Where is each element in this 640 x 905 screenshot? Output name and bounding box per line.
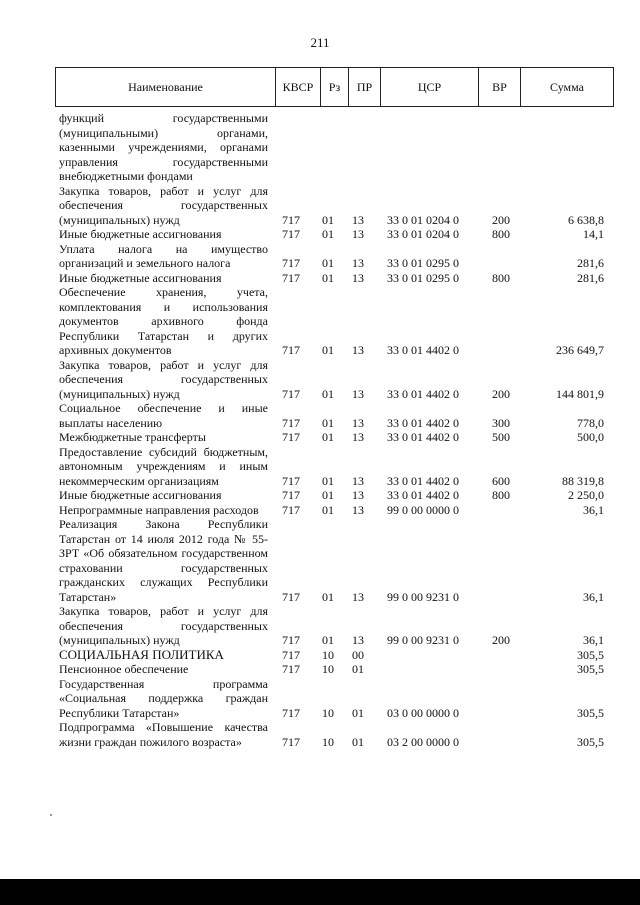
row-name: Иные бюджетные ассигнования bbox=[59, 488, 222, 502]
row-rz: 01 bbox=[322, 488, 334, 502]
header-name: Наименование bbox=[128, 79, 203, 94]
row-sum: 36,1 bbox=[583, 589, 604, 604]
row-rz: 01 bbox=[322, 430, 334, 444]
row-name: Государственная программа «Социальная поддержка граждан Республики Татарстан» bbox=[59, 676, 268, 720]
row-kvsr: 717 bbox=[282, 633, 300, 647]
row-csr: 99 0 00 0000 0 bbox=[387, 502, 459, 517]
row-rz: 01 bbox=[322, 589, 334, 604]
row-kvsr: 717 bbox=[282, 488, 300, 502]
table-row bbox=[59, 445, 604, 489]
table-row bbox=[59, 111, 604, 184]
row-kvsr: 717 bbox=[282, 386, 300, 401]
row-name: Закупка товаров, работ и услуг для обеспечения государственных (муниципальных) нужд bbox=[59, 357, 268, 401]
row-kvsr: 717 bbox=[282, 705, 300, 720]
row-name: Реализация Закона Республики Татарстан от 14 июля 2012 года № 55-ЗРТ «Об обязательном государственном страховании государственных гражданских служащих Республики Татарстан» bbox=[59, 517, 268, 604]
row-kvsr: 717 bbox=[282, 415, 300, 430]
row-rz: 01 bbox=[322, 270, 334, 285]
row-rz: 01 bbox=[322, 415, 334, 430]
row-pr: 01 bbox=[352, 734, 364, 749]
row-vr: 200 bbox=[492, 633, 510, 647]
row-pr: 01 bbox=[352, 705, 364, 720]
row-csr: 33 0 01 0204 0 bbox=[387, 212, 459, 227]
row-csr: 33 0 01 4402 0 bbox=[387, 386, 459, 401]
row-name: Непрограммные направления расходов bbox=[59, 502, 259, 517]
row-name: Обеспечение хранения, учета, комплектования и использования документов архивного фонда Республики Татарстан и других архивных документов bbox=[59, 285, 268, 357]
table-row bbox=[59, 720, 604, 749]
row-pr: 13 bbox=[352, 633, 364, 647]
table-row bbox=[59, 488, 604, 503]
row-kvsr: 717 bbox=[282, 227, 300, 241]
row-vr: 800 bbox=[492, 227, 510, 241]
header-kvsr: КВСР bbox=[275, 68, 320, 106]
row-sum: 500,0 bbox=[577, 430, 604, 444]
row-sum: 305,5 bbox=[577, 662, 604, 676]
row-sum: 14,1 bbox=[583, 227, 604, 241]
row-sum: 36,1 bbox=[583, 633, 604, 647]
row-rz: 10 bbox=[322, 662, 334, 676]
row-csr: 33 0 01 4402 0 bbox=[387, 430, 459, 444]
table-row bbox=[59, 662, 604, 677]
row-sum: 778,0 bbox=[577, 415, 604, 430]
page-number: 211 bbox=[310, 35, 330, 50]
row-pr: 13 bbox=[352, 430, 364, 444]
row-vr: 300 bbox=[492, 415, 510, 430]
row-csr: 33 0 01 0295 0 bbox=[387, 256, 459, 270]
table-row bbox=[59, 285, 604, 358]
row-pr: 13 bbox=[352, 270, 364, 285]
row-pr: 13 bbox=[352, 488, 364, 502]
row-name: СОЦИАЛЬНАЯ ПОЛИТИКА bbox=[59, 646, 224, 662]
table-row bbox=[59, 677, 604, 721]
table-row bbox=[59, 242, 604, 271]
row-vr: 500 bbox=[492, 430, 510, 444]
row-pr: 13 bbox=[352, 343, 364, 357]
header-rz: Рз bbox=[320, 68, 348, 106]
row-vr: 200 bbox=[492, 386, 510, 401]
row-rz: 01 bbox=[322, 343, 334, 357]
header-sum: Сумма bbox=[520, 68, 613, 106]
row-rz: 01 bbox=[322, 227, 334, 241]
row-name: Социальное обеспечение и иные выплаты населению bbox=[59, 401, 268, 430]
table-row bbox=[59, 604, 604, 648]
row-csr: 99 0 00 9231 0 bbox=[387, 589, 459, 604]
row-rz: 10 bbox=[322, 705, 334, 720]
row-csr: 33 0 01 4402 0 bbox=[387, 473, 459, 488]
row-vr: 800 bbox=[492, 488, 510, 502]
header-csr: ЦСР bbox=[380, 68, 478, 106]
row-csr: 33 0 01 4402 0 bbox=[387, 343, 459, 357]
row-kvsr: 717 bbox=[282, 662, 300, 676]
row-sum: 236 649,7 bbox=[556, 343, 604, 357]
row-kvsr: 717 bbox=[282, 647, 300, 662]
row-rz: 10 bbox=[322, 734, 334, 749]
row-vr: 800 bbox=[492, 270, 510, 285]
row-name: Пенсионное обеспечение bbox=[59, 662, 189, 676]
row-rz: 01 bbox=[322, 212, 334, 227]
row-name: Иные бюджетные ассигнования bbox=[59, 270, 222, 285]
row-pr: 13 bbox=[352, 256, 364, 270]
row-sum: 144 801,9 bbox=[556, 386, 604, 401]
table-row bbox=[59, 503, 604, 518]
row-csr: 99 0 00 9231 0 bbox=[387, 633, 459, 647]
row-pr: 00 bbox=[352, 647, 364, 662]
row-name: функций государственными (муниципальными) органами, казенными учреждениями, органами управления государственными внебюджетными фондами bbox=[59, 111, 268, 183]
header-vr: ВР bbox=[478, 68, 520, 106]
row-sum: 36,1 bbox=[583, 502, 604, 517]
row-pr: 13 bbox=[352, 589, 364, 604]
row-sum: 281,6 bbox=[577, 256, 604, 270]
row-kvsr: 717 bbox=[282, 270, 300, 285]
scan-bottom-edge bbox=[0, 879, 640, 905]
row-rz: 01 bbox=[322, 386, 334, 401]
row-kvsr: 717 bbox=[282, 343, 300, 357]
row-csr: 03 2 00 0000 0 bbox=[387, 734, 459, 749]
row-csr: 33 0 01 4402 0 bbox=[387, 415, 459, 430]
row-csr: 33 0 01 4402 0 bbox=[387, 488, 459, 502]
row-sum: 305,5 bbox=[577, 647, 604, 662]
row-kvsr: 717 bbox=[282, 502, 300, 517]
table-header bbox=[55, 67, 614, 107]
row-rz: 01 bbox=[322, 502, 334, 517]
row-csr: 03 0 00 0000 0 bbox=[387, 705, 459, 720]
row-vr: 200 bbox=[492, 212, 510, 227]
row-kvsr: 717 bbox=[282, 473, 300, 488]
row-sum: 2 250,0 bbox=[568, 488, 604, 502]
row-kvsr: 717 bbox=[282, 430, 300, 444]
row-rz: 01 bbox=[322, 256, 334, 270]
row-name: Уплата налога на имущество организаций и земельного налога bbox=[59, 241, 268, 270]
row-sum: 305,5 bbox=[577, 705, 604, 720]
row-pr: 13 bbox=[352, 227, 364, 241]
row-name: Межбюджетные трансферты bbox=[59, 430, 206, 444]
row-pr: 13 bbox=[352, 212, 364, 227]
row-name: Подпрограмма «Повышение качества жизни граждан пожилого возраста» bbox=[59, 720, 268, 749]
row-pr: 13 bbox=[352, 473, 364, 488]
table-row bbox=[59, 271, 604, 286]
scan-speck bbox=[50, 814, 52, 816]
row-pr: 01 bbox=[352, 662, 364, 676]
row-sum: 305,5 bbox=[577, 734, 604, 749]
table-body bbox=[59, 111, 604, 749]
row-name: Закупка товаров, работ и услуг для обеспечения государственных (муниципальных) нужд bbox=[59, 604, 268, 647]
row-rz: 01 bbox=[322, 633, 334, 647]
row-csr: 33 0 01 0295 0 bbox=[387, 270, 459, 285]
row-pr: 13 bbox=[352, 386, 364, 401]
row-kvsr: 717 bbox=[282, 256, 300, 270]
row-vr: 600 bbox=[492, 473, 510, 488]
row-rz: 01 bbox=[322, 473, 334, 488]
table-row bbox=[59, 227, 604, 242]
row-sum: 281,6 bbox=[577, 270, 604, 285]
row-kvsr: 717 bbox=[282, 212, 300, 227]
row-csr: 33 0 01 0204 0 bbox=[387, 227, 459, 241]
row-sum: 6 638,8 bbox=[568, 212, 604, 227]
table-row bbox=[59, 401, 604, 430]
row-name: Предоставление субсидий бюджетным, автономным учреждениям и иным некоммерческим организациям bbox=[59, 444, 268, 488]
table-row bbox=[59, 648, 604, 663]
row-kvsr: 717 bbox=[282, 589, 300, 604]
table-row bbox=[59, 430, 604, 445]
row-name: Закупка товаров, работ и услуг для обеспечения государственных (муниципальных) нужд bbox=[59, 183, 268, 227]
row-kvsr: 717 bbox=[282, 734, 300, 749]
row-name: Иные бюджетные ассигнования bbox=[59, 227, 222, 241]
row-rz: 10 bbox=[322, 647, 334, 662]
header-pr: ПР bbox=[348, 68, 380, 106]
row-pr: 13 bbox=[352, 502, 364, 517]
row-sum: 88 319,8 bbox=[562, 473, 604, 488]
table-row bbox=[59, 358, 604, 402]
table-row bbox=[59, 184, 604, 228]
table-row bbox=[59, 517, 604, 604]
row-pr: 13 bbox=[352, 415, 364, 430]
